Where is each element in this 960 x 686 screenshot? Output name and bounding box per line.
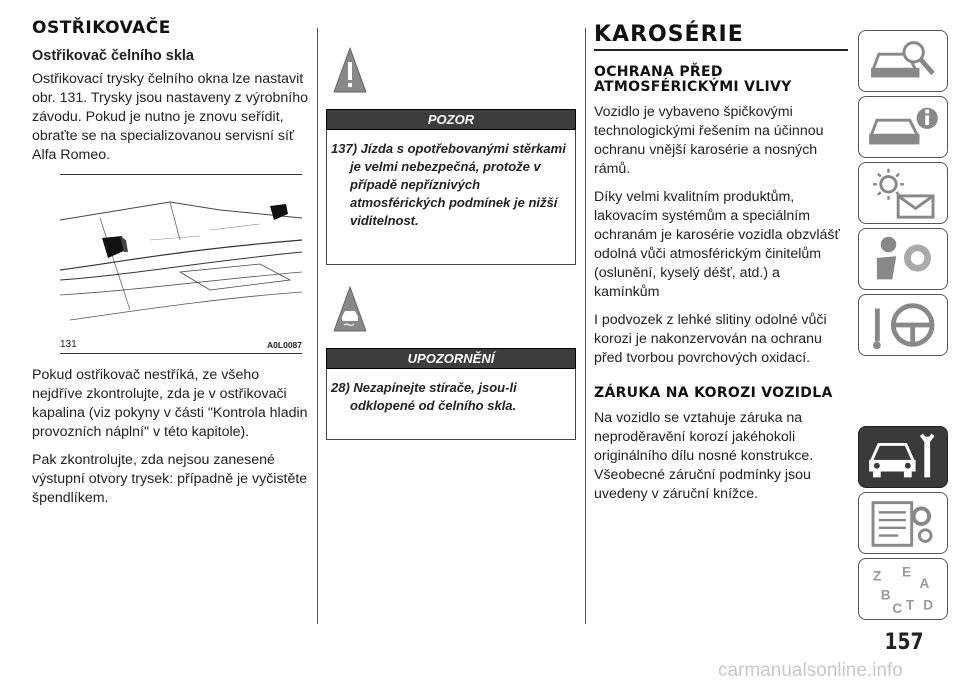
- column-divider-left: [317, 28, 318, 624]
- car-info-icon: [859, 97, 947, 157]
- dashboard-lights-icon: [859, 163, 947, 223]
- tab-driving[interactable]: [858, 294, 948, 356]
- tab-maintenance[interactable]: [858, 426, 948, 488]
- section-title-body: KAROSÉRIE: [594, 22, 744, 47]
- paragraph-washer-adjust: Ostřikovací trysky čelního okna lze nastavit obr. 131. Trysky jsou nastaveny z výrobního závodu. Pokud je nutno je znovu seřídit, obraťte se na specializovanou servisní síť Alfa Romeo.: [32, 71, 309, 163]
- svg-text:T: T: [905, 597, 915, 613]
- washer-nozzle-illustration: [60, 180, 302, 336]
- tab-safety[interactable]: [858, 228, 948, 290]
- left-column: [32, 18, 310, 517]
- paragraph-underbody: I podvozek z lehké slitiny odolné vůči korozi je nakonzervován na ochranu před tvorbou povrchových oxidací.: [594, 312, 827, 366]
- car-search-icon: [859, 31, 947, 91]
- section-heading-washers: OSTŘIKOVAČE: [32, 18, 171, 38]
- svg-text:E: E: [902, 564, 912, 580]
- heading-weather-protection: OCHRANA PŘED ATMOSFÉRICKÝMI VLIVY: [594, 64, 792, 95]
- paragraph-nozzle-clean: Pak zkontrolujte, zda nejsou zanesené výstupní otvory trysek: případně je vyčistěte špendlíkem.: [32, 452, 308, 506]
- paragraph-washer-check: Pokud ostřikovač nestříká, ze všeho nejdříve zkontrolujte, zda je v ostřikovači kapalina (viz pokyny v části "Kontrola hladin provozních náplní" v této kapitole).: [32, 367, 308, 440]
- paragraph-paint-systems: Díky velmi kvalitním produktům, lakovacím systémům a speciálním ochranám je karosérie vozidla obzvlášť odolná vůči atmosférickým činitelům (oslunění, kyselý déšť, atd.) a kamínkům: [594, 189, 840, 300]
- alphabetical-index-icon: [859, 559, 947, 619]
- warning-box: [326, 130, 576, 265]
- tab-dashboard[interactable]: [858, 162, 948, 224]
- tab-index[interactable]: [858, 558, 948, 620]
- warning-text: 137) Jízda s opotřebovanými stěrkami je velmi nebezpečná, protože v případě nepříznivých atmosférických podmínek je nižší viditelnost.: [331, 141, 566, 228]
- svg-text:Z: Z: [873, 568, 882, 584]
- paragraph-warranty: Na vozidlo se vztahuje záruka na neproděravění korozí jakéhokoli originálního dílu nosné konstrukce. Všeobecné záruční podmínky jsou uvedeny v záruční knížce.: [594, 410, 814, 502]
- airbag-safety-icon: [859, 229, 947, 289]
- svg-text:B: B: [880, 587, 891, 603]
- nozzle-left: [102, 236, 128, 258]
- nozzle-right: [270, 204, 288, 220]
- technical-data-icon: [859, 493, 947, 553]
- watermark-text: carmanualsonline.info: [718, 660, 903, 681]
- page-number: 157: [884, 630, 924, 655]
- heading-corrosion-warranty: ZÁRUKA NA KOROZI VOZIDLA: [594, 385, 833, 401]
- right-column: [594, 22, 848, 513]
- figure-131: [60, 174, 302, 354]
- svg-text:A: A: [919, 576, 930, 592]
- warning-title-bar: POZOR: [326, 109, 576, 130]
- steering-wheel-icon: [859, 295, 947, 355]
- figure-bottom-rule: [60, 353, 302, 354]
- column-divider-right: [585, 28, 586, 624]
- middle-column: [326, 40, 576, 440]
- car-maintenance-icon: [859, 427, 947, 487]
- svg-text:C: C: [892, 601, 903, 617]
- figure-top-rule: [60, 174, 302, 175]
- tab-warning-lights[interactable]: [858, 96, 948, 158]
- figure-number: 131: [60, 339, 77, 350]
- slippery-road-warning-icon: [332, 285, 368, 333]
- notice-title-bar: UPOZORNĚNÍ: [326, 348, 576, 369]
- section-title-rule: [594, 49, 848, 51]
- svg-text:D: D: [923, 597, 934, 613]
- notice-text: 28) Nezapínejte stírače, jsou-li odklopené od čelního skla.: [331, 380, 517, 413]
- notice-box: [326, 369, 576, 440]
- subheading-windscreen-washer: Ostřikovač čelního skla: [32, 48, 194, 64]
- tab-technical-data[interactable]: [858, 492, 948, 554]
- paragraph-body-protection: Vozidlo je vybaveno špičkovými technologickými řešením na účinnou ochranu vnější karosérie a nosných rámů.: [594, 104, 824, 177]
- tab-getting-to-know-car[interactable]: [858, 30, 948, 92]
- warning-exclamation-icon: [332, 46, 368, 94]
- figure-code: A0L0087: [267, 340, 302, 350]
